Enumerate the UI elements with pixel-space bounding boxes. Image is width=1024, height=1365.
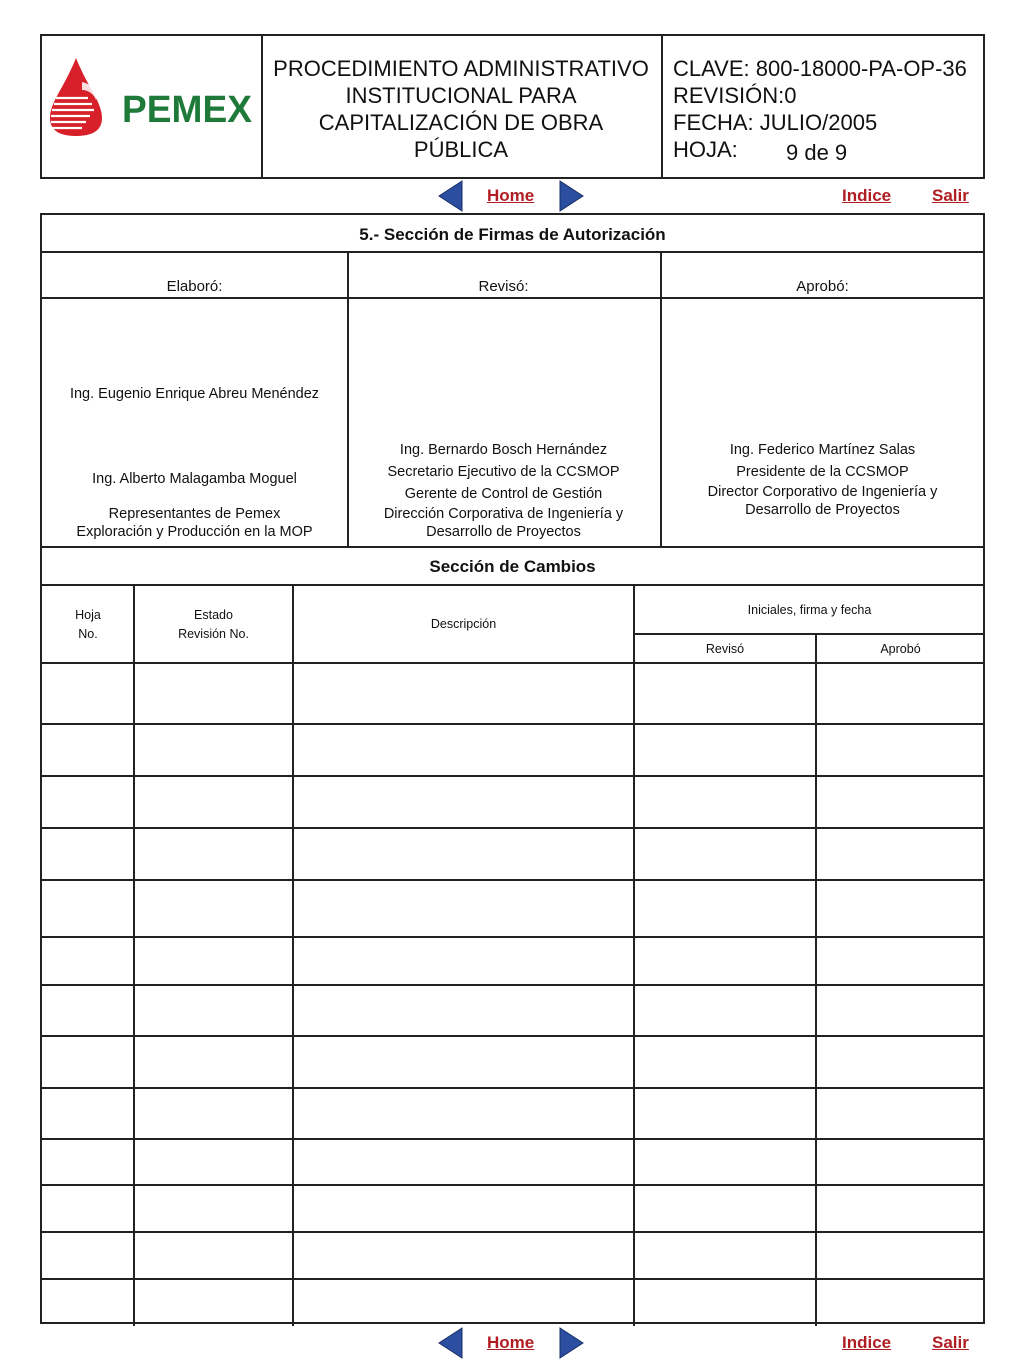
aprobo-line: Director Corporativo de Ingeniería y (707, 484, 938, 500)
document-title (261, 36, 663, 177)
authorization-table (40, 213, 985, 1324)
elaboro-name: Ing. Eugenio Enrique Abreu Menéndez (69, 386, 320, 402)
document-meta (661, 36, 983, 177)
indice-link[interactable]: Indice (842, 186, 892, 205)
elaboro-label: Elaboró: (166, 278, 223, 295)
col-estado: Estado (194, 608, 233, 622)
title-line: CAPITALIZACIÓN DE OBRA (318, 110, 604, 135)
indice-link[interactable]: Indice (842, 1333, 892, 1352)
aprobo-line: Desarrollo de Proyectos (745, 502, 900, 518)
pemex-logo (42, 36, 257, 177)
col-reviso: Revisó (705, 642, 745, 656)
elaboro-name: Ing. Alberto Malagamba Moguel (92, 471, 297, 487)
aprobo-line: Presidente de la CCSMOP (736, 464, 909, 480)
prev-arrow-icon[interactable] (438, 1327, 464, 1359)
hoja-value: 9 de 9 (786, 140, 848, 165)
aprobo-line: Ing. Federico Martínez Salas (729, 442, 916, 458)
reviso-label: Revisó: (478, 278, 529, 295)
prev-arrow-icon[interactable] (438, 180, 464, 212)
reviso-line: Secretario Ejecutivo de la CCSMOP (387, 464, 620, 480)
aprobo-label: Aprobó: (796, 278, 849, 295)
logo-cell (42, 36, 263, 177)
clave-text: CLAVE: 800-18000-PA-OP-36 (673, 56, 967, 81)
home-link[interactable]: Home (487, 186, 535, 205)
title-line: PÚBLICA (413, 137, 509, 162)
hoja-label: HOJA: (673, 137, 738, 162)
col-descripcion: Descripción (430, 617, 497, 631)
col-aprobo: Aprobó (880, 642, 921, 656)
reviso-line: Dirección Corporativa de Ingeniería y (383, 506, 624, 522)
salir-link[interactable]: Salir (932, 1333, 969, 1352)
title-line: INSTITUCIONAL PARA (345, 83, 577, 108)
document-header (40, 34, 985, 179)
reviso-line: Ing. Bernardo Bosch Hernández (399, 442, 608, 458)
firmas-section-title: 5.- Sección de Firmas de Autorización (359, 225, 666, 244)
col-hoja: Hoja (75, 608, 101, 622)
next-arrow-icon[interactable] (558, 1327, 584, 1359)
pemex-wordmark: PEMEX (122, 89, 253, 131)
elaboro-role: Exploración y Producción en la MOP (76, 524, 313, 540)
revision-text: REVISIÓN:0 (673, 83, 797, 108)
next-arrow-icon[interactable] (558, 180, 584, 212)
col-iniciales: Iniciales, firma y fecha (747, 603, 872, 617)
salir-link[interactable]: Salir (932, 186, 969, 205)
col-hoja: No. (78, 627, 98, 641)
elaboro-role: Representantes de Pemex (108, 506, 281, 522)
reviso-line: Gerente de Control de Gestión (404, 486, 603, 502)
cambios-section-title: Sección de Cambios (429, 557, 596, 576)
col-estado: Revisión No. (178, 627, 249, 641)
home-link[interactable]: Home (487, 1333, 535, 1352)
title-line: PROCEDIMIENTO ADMINISTRATIVO (273, 56, 649, 81)
reviso-line: Desarrollo de Proyectos (426, 524, 581, 540)
fecha-text: FECHA: JULIO/2005 (673, 110, 878, 135)
